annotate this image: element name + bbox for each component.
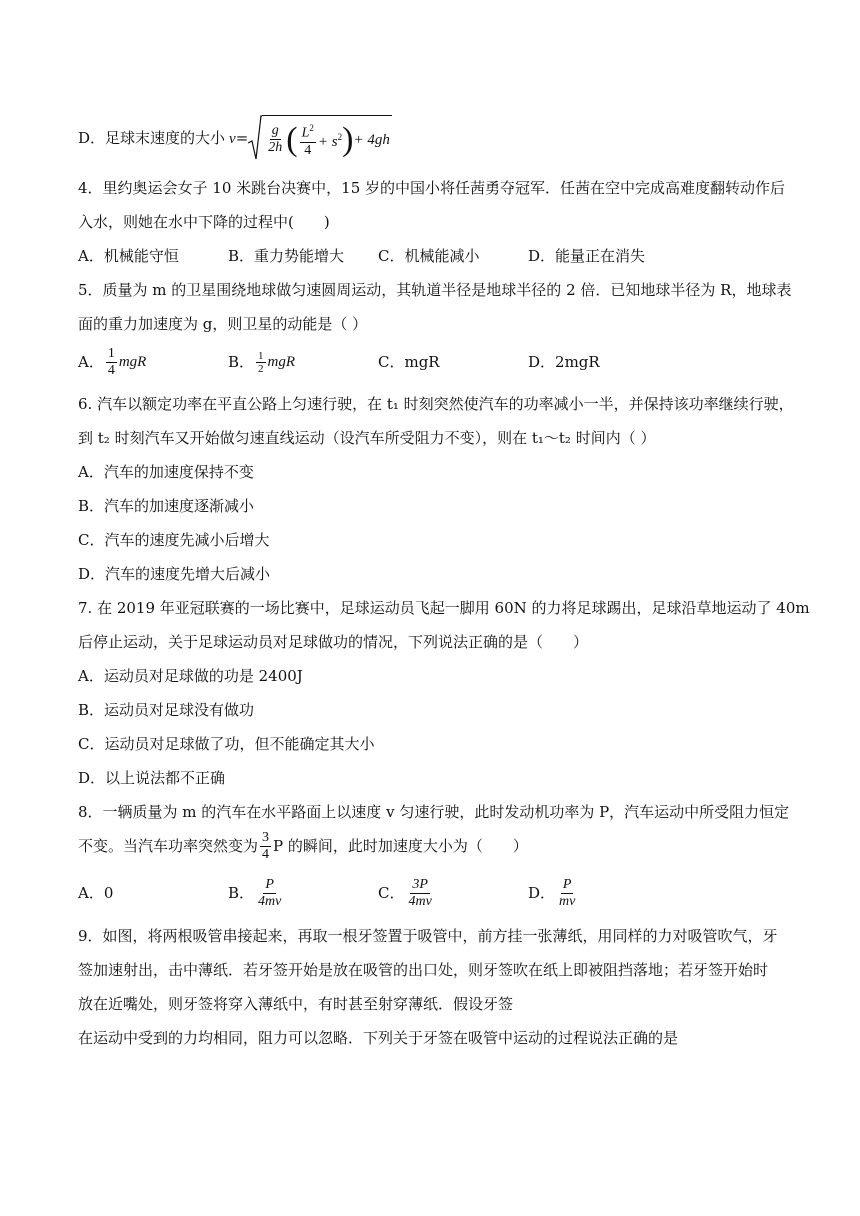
q8-stem-line-1: 8．一辆质量为 m 的汽车在水平路面上以速度 v 匀速行驶，此时发动机功率为 P，汽车运动中所受阻力恒定 (78, 803, 790, 821)
q8-option-b-den: 4mv (258, 893, 282, 909)
q8-three-quarters-fraction (260, 830, 271, 863)
q7-stem-line-1: 7. 在 2019 年亚冠联赛的一场比赛中，足球运动员飞起一脚用 60N 的力将足球踢出，足球沿草地运动了 40m (78, 599, 810, 617)
q7-stem-line-2: 后停止运动，关于足球运动员对足球做功的情况，下列说法正确的是（ ） (78, 633, 589, 651)
q5-option-a-tail: mgR (118, 354, 147, 370)
q4-option-c: C．机械能减小 (378, 247, 480, 265)
q8-option-c-num: 3P (412, 876, 428, 892)
q3-velocity-symbol: v (229, 130, 236, 147)
q8-stem-line-2-start: 不变。当汽车功率突然变为 (78, 837, 259, 855)
q8-fraction-den: 4 (262, 846, 270, 862)
q8-stem-line-2-end: P 的瞬间，此时加速度大小为（ ） (273, 837, 528, 855)
q9-stem-line-3: 放在近嘴处，则牙签将穿入薄纸中，有时甚至射穿薄纸．假设牙签 (78, 995, 514, 1013)
q5-option-d: D．2mgR (528, 353, 600, 371)
q8-option-d-num: P (562, 876, 572, 892)
q3-frac-den: 2h (268, 140, 283, 155)
q3-frac-num: g (271, 123, 279, 138)
q8-option-b (228, 873, 285, 913)
q5-option-a-den: 4 (107, 362, 115, 378)
q8-option-b-label: B． (228, 884, 255, 902)
q3-s-sup: 2 (337, 132, 343, 142)
q6-option-c: C．汽车的速度先减小后增大 (78, 531, 270, 549)
q4-option-d: D．能量正在消失 (528, 247, 646, 265)
q5-stem-line-2: 面的重力加速度为 g，则卫星的动能是（ ） (78, 315, 368, 333)
q8-option-a: A．0 (78, 884, 114, 902)
q4-stem-line-2: 入水，则她在水中下降的过程中( ) (78, 213, 330, 231)
q8-fraction-num: 3 (262, 829, 270, 845)
q3-inner-den: 4 (304, 142, 312, 158)
q6-stem-line-1: 6. 汽车以额定功率在平直公路上匀速行驶，在 t₁ 时刻突然使汽车的功率减小一半，并保持该功率继续行驶， (78, 395, 794, 413)
q5-option-b-num: 1 (258, 349, 264, 362)
q5-option-a-fraction (106, 346, 117, 379)
q3-fraction-g-2h (266, 123, 284, 156)
q5-option-b-den: 2 (258, 362, 264, 375)
q4-option-a: A．机械能守恒 (78, 247, 179, 265)
q9-stem-line-1: 9．如图，将两根吸管串接起来，再取一根牙签置于吸管中，前方挂一张薄纸，用同样的力对吸管吹气，牙 (78, 927, 778, 945)
q4-stem-line-1: 4．里约奥运会女子 10 米跳台决赛中，15 岁的中国小将任茜勇夺冠军．任茜在空中完成高难度翻转动作后 (78, 179, 786, 197)
q5-option-a-label: A． (78, 353, 104, 371)
q5-option-a (78, 342, 146, 382)
q8-option-d (528, 873, 579, 913)
q6-option-d: D．汽车的速度先增大后减小 (78, 565, 271, 583)
q3-option-d (78, 113, 392, 163)
q9-stem-line-4: 在运动中受到的力均相同，阻力可以忽略．下列关于牙签在吸管中运动的过程说法正确的是 (78, 1029, 679, 1047)
q3-sqrt-formula: $\frac{g}{2h}$ ( $\frac{L^2}{4}$ + $s^2$ ) + 4gh (248, 115, 392, 162)
q5-option-b (228, 342, 295, 382)
radical-sign-icon (248, 115, 262, 161)
q5-option-c: C．mgR (378, 353, 440, 371)
q5-option-b-tail: mgR (267, 354, 296, 370)
q9-stem-line-2: 签加速射出，击中薄纸．若牙签开始是放在吸管的出口处，则牙签吹在纸上即被阻挡落地；若牙签开始时 (78, 961, 769, 979)
q8-option-d-fraction (557, 877, 577, 910)
q5-option-b-label: B． (228, 353, 255, 371)
q3-inner-num: L (301, 125, 310, 141)
q5-option-b-fraction (256, 350, 266, 375)
q8-option-c-den: 4mv (408, 893, 432, 909)
q8-option-c (378, 873, 436, 913)
q3-option-d-label: D．足球末速度的大小 (78, 129, 226, 147)
q6-option-a: A．汽车的加速度保持不变 (78, 463, 254, 481)
q3-tail: + 4gh (353, 131, 390, 148)
q8-option-b-fraction (256, 877, 283, 910)
q3-plus-s: + s (317, 134, 338, 150)
q8-option-d-den: mv (559, 893, 576, 909)
q8-option-c-label: C． (378, 884, 405, 902)
q8-option-c-fraction (406, 877, 433, 910)
q8-option-b-num: P (265, 876, 274, 892)
q5-option-a-num: 1 (107, 345, 115, 361)
q3-inner-sup: 2 (309, 123, 314, 134)
q7-option-c: C．运动员对足球做了功，但不能确定其大小 (78, 735, 375, 753)
q8-stem-line-2 (78, 826, 528, 866)
q5-stem-line-1: 5．质量为 m 的卫星围绕地球做匀速圆周运动，其轨道半径是地球半径的 2 倍．已知地球半径为 R，地球表 (78, 281, 792, 299)
q7-option-a: A．运动员对足球做的功是 2400J (78, 667, 303, 685)
q6-option-b: B．汽车的加速度逐渐减小 (78, 497, 255, 515)
q8-option-d-label: D． (528, 884, 556, 902)
q6-stem-line-2: 到 t₂ 时刻汽车又开始做匀速直线运动（设汽车所受阻力不变），则在 t₁～t₂ 时间内（ ） (78, 429, 656, 447)
q3-equals: = (235, 128, 249, 147)
q3-fraction-l2-4 (300, 120, 316, 159)
q7-option-b: B．运动员对足球没有做功 (78, 701, 255, 719)
q7-option-d: D．以上说法都不正确 (78, 769, 226, 787)
q4-option-b: B．重力势能增大 (228, 247, 345, 265)
